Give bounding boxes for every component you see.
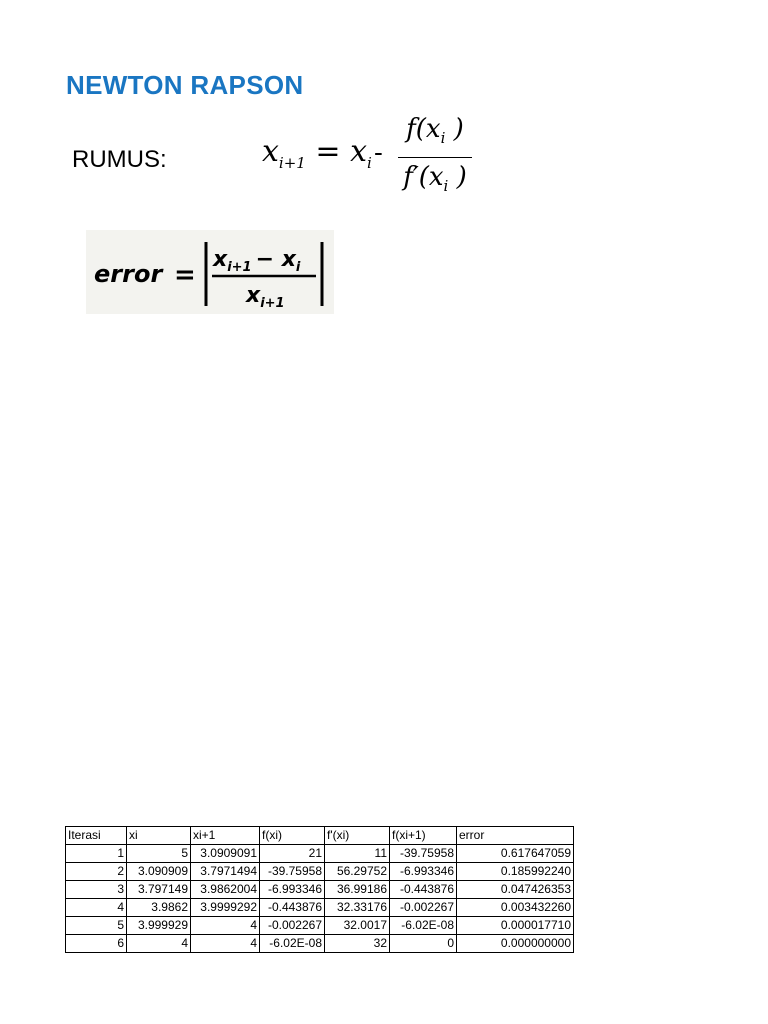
- table-cell: 3.999929: [127, 917, 191, 935]
- table-header-row: [66, 827, 574, 845]
- table-cell: 56.29752: [325, 863, 390, 881]
- table-row: [66, 845, 574, 863]
- formula-lhs: $x_{i+1} = x_i$: [262, 134, 372, 172]
- table-cell: 4: [66, 899, 127, 917]
- table-cell: 5: [127, 845, 191, 863]
- table-cell: 4: [191, 917, 260, 935]
- error-formula-equals: =: [174, 260, 196, 290]
- table-cell: 21: [260, 845, 325, 863]
- formula-minus: -: [374, 138, 383, 168]
- table-cell: 3.9862004: [191, 881, 260, 899]
- table-cell: -6.02E-08: [390, 917, 457, 935]
- table-row: [66, 917, 574, 935]
- table-header-cell: xi: [127, 827, 191, 845]
- table-header-cell: f(xi): [260, 827, 325, 845]
- rumus-label: RUMUS:: [72, 146, 167, 173]
- table-cell: 3.7971494: [191, 863, 260, 881]
- table-cell: 4: [127, 935, 191, 953]
- error-formula-numerator: $x_{i+1} - x_i$: [213, 247, 301, 275]
- formula-fraction: [398, 112, 472, 203]
- table-cell: 3: [66, 881, 127, 899]
- table-cell: 3.9862: [127, 899, 191, 917]
- table-cell: 5: [66, 917, 127, 935]
- error-formula-image: [86, 230, 334, 314]
- table-cell: 4: [191, 935, 260, 953]
- table-cell: 0.047426353: [457, 881, 574, 899]
- table-cell: 3.797149: [127, 881, 191, 899]
- table-header-cell: xi+1: [191, 827, 260, 845]
- table-cell: 0.000000000: [457, 935, 574, 953]
- table-cell: 2: [66, 863, 127, 881]
- formula-numerator: $f(x_i$ ): [406, 114, 464, 148]
- table-cell: 32.0017: [325, 917, 390, 935]
- table-cell: 3.090909: [127, 863, 191, 881]
- table-cell: 0: [390, 935, 457, 953]
- table-cell: 11: [325, 845, 390, 863]
- table-cell: 3.9999292: [191, 899, 260, 917]
- error-formula-lhs: error: [94, 260, 163, 288]
- table-header-cell: error: [457, 827, 574, 845]
- table-cell: -6.993346: [260, 881, 325, 899]
- table-cell: -6.993346: [390, 863, 457, 881]
- table-cell: 0.617647059: [457, 845, 574, 863]
- formula-denominator: $f'(x_i$ ): [403, 162, 467, 196]
- table-cell: 32.33176: [325, 899, 390, 917]
- page-title: NEWTON RAPSON: [66, 70, 304, 100]
- table-header-cell: f'(xi): [325, 827, 390, 845]
- table-cell: -0.002267: [260, 917, 325, 935]
- table-cell: -0.443876: [390, 881, 457, 899]
- error-formula-denominator: $x_{i+1}$: [246, 283, 285, 311]
- table-cell: -0.443876: [260, 899, 325, 917]
- table-cell: -39.75958: [390, 845, 457, 863]
- table-cell: -39.75958: [260, 863, 325, 881]
- table-header-cell: Iterasi: [66, 827, 127, 845]
- table-cell: 3.0909091: [191, 845, 260, 863]
- table-cell: 0.000017710: [457, 917, 574, 935]
- iteration-table: [65, 826, 574, 953]
- table-row: [66, 899, 574, 917]
- table-row: [66, 881, 574, 899]
- table-row: [66, 935, 574, 953]
- table-cell: 32: [325, 935, 390, 953]
- table-cell: 0.185992240: [457, 863, 574, 881]
- table-cell: 0.003432260: [457, 899, 574, 917]
- table-cell: 6: [66, 935, 127, 953]
- fraction-bar: [398, 157, 472, 158]
- table-row: [66, 863, 574, 881]
- table-cell: 1: [66, 845, 127, 863]
- table-cell: -6.02E-08: [260, 935, 325, 953]
- newton-raphson-formula: [262, 112, 492, 196]
- table-cell: -0.002267: [390, 899, 457, 917]
- table-header-cell: f(xi+1): [390, 827, 457, 845]
- table-cell: 36.99186: [325, 881, 390, 899]
